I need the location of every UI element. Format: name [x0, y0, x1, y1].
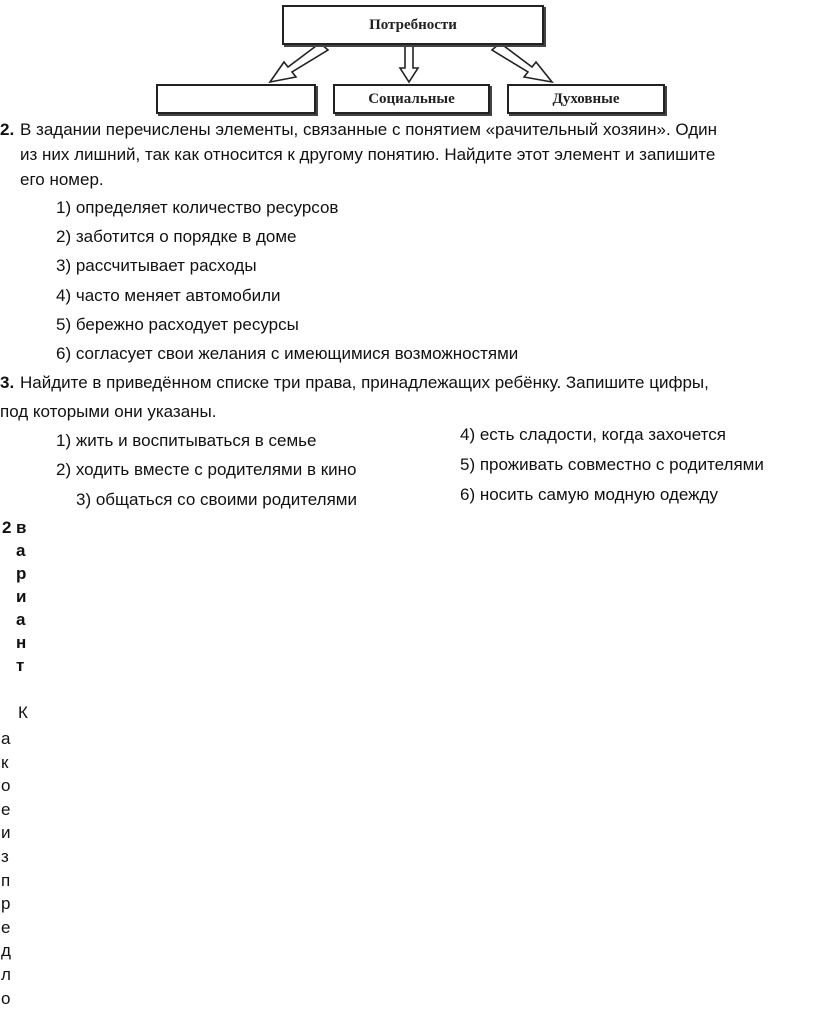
q3-option: 3) общаться со своими родителями — [76, 490, 357, 509]
q3-option: 5) проживать совместно с родителями — [460, 455, 764, 474]
q2-option: 1) определяет количество ресурсов — [56, 198, 339, 217]
needs-box: Потребности — [282, 5, 544, 45]
q2-option: 2) заботится о порядке в доме — [56, 227, 297, 246]
variant-letter: н — [16, 633, 27, 652]
vertical-letter: и — [1, 823, 11, 843]
question-2-text-line3: его номер. — [20, 170, 104, 189]
variant-letter: и — [16, 587, 27, 606]
question-2-number: 2. — [0, 120, 15, 139]
vertical-first-letter: К — [18, 703, 28, 722]
q2-option: 3) рассчитывает расходы — [56, 256, 257, 275]
vertical-letter: е — [1, 917, 11, 937]
vertical-letter: р — [1, 894, 11, 914]
arrow-left — [270, 43, 328, 82]
q3-option: 2) ходить вместе с родителями в кино — [56, 460, 357, 479]
arrow-middle — [400, 45, 418, 82]
variant-word — [16, 516, 26, 677]
vertical-letter: а — [1, 729, 11, 748]
vertical-letters — [1, 727, 11, 1010]
vertical-letter: п — [1, 870, 11, 890]
vertical-letter: к — [1, 752, 9, 772]
vertical-letter: л — [1, 964, 11, 984]
q2-option: 6) согласует свои желания с имеющимися возможностями — [56, 344, 519, 363]
empty-box — [156, 84, 316, 114]
vertical-letter: д — [1, 941, 11, 961]
q2-option: 4) часто меняет автомобили — [56, 286, 281, 305]
vertical-letter: о — [1, 988, 11, 1008]
q2-option: 5) бережно расходует ресурсы — [56, 315, 299, 334]
vertical-letter: о — [1, 776, 11, 796]
variant-letter: а — [16, 610, 26, 629]
question-2-text-line1: В задании перечислены элементы, связанные с понятием «рачительный хозяин». Один — [20, 120, 718, 139]
vertical-letter: з — [1, 846, 9, 866]
q3-option: 4) есть сладости, когда захочется — [460, 425, 726, 444]
q3-option: 1) жить и воспитываться в семье — [56, 431, 317, 450]
variant-letter: а — [16, 541, 26, 560]
variant-letter: р — [16, 564, 27, 583]
vertical-letter: е — [1, 799, 11, 819]
q3-option: 6) носить самую модную одежду — [460, 485, 718, 504]
arrow-right — [492, 43, 552, 82]
social-box: Социальные — [333, 84, 490, 114]
spiritual-box: Духовные — [507, 84, 665, 114]
variant-letter: т — [16, 656, 25, 675]
question-2-text-line2: из них лишний, так как относится к другому понятию. Найдите этот элемент и запишите — [20, 145, 716, 164]
question-3-number: 3. — [0, 373, 15, 392]
variant-number: 2 — [2, 518, 12, 537]
variant-letter: в — [16, 518, 27, 537]
question-3-text-line1: Найдите в приведённом списке три права, принадлежащих ребёнку. Запишите цифры, — [20, 373, 709, 392]
question-3-text-line2: под которыми они указаны. — [0, 402, 217, 421]
